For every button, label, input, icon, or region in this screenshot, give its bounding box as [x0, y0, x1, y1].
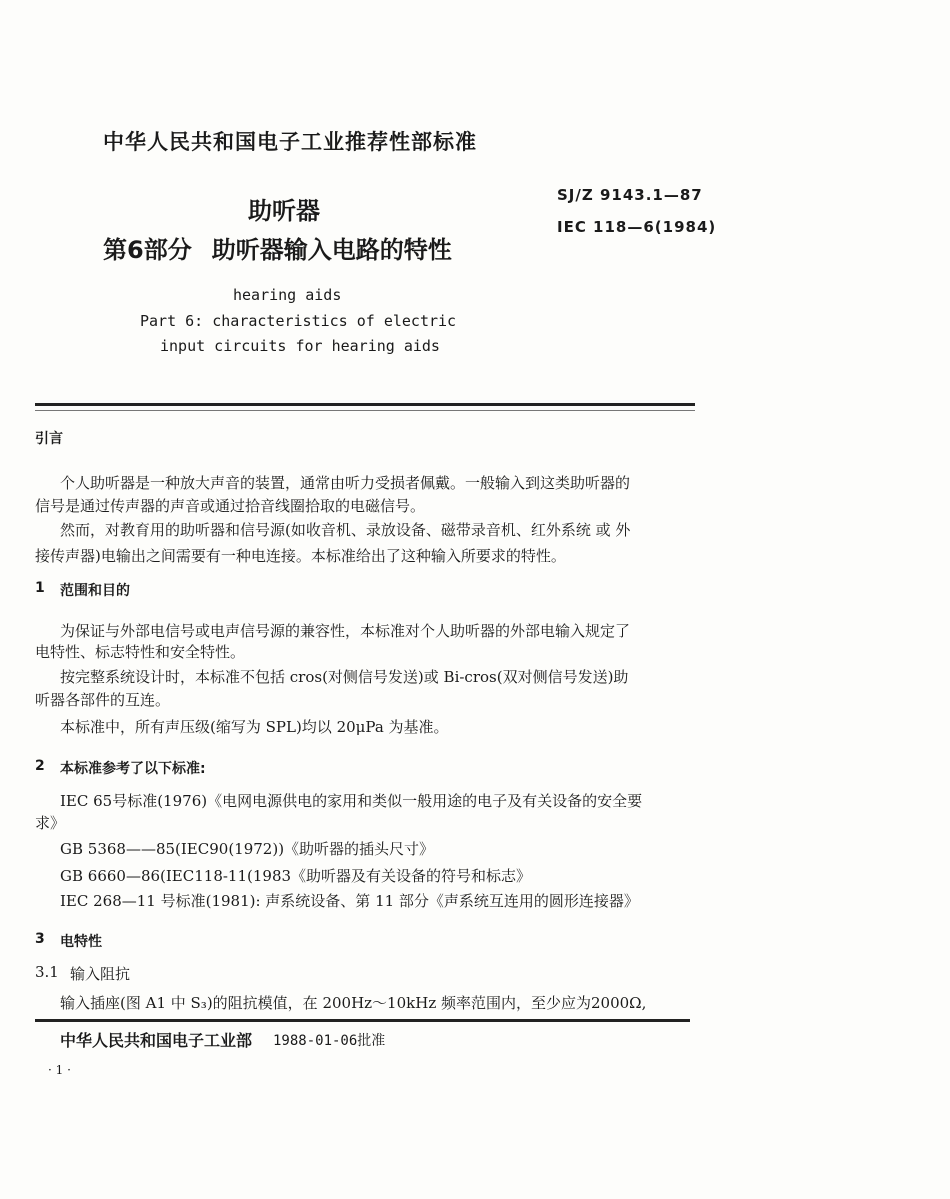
title-cn-line2: [103, 230, 452, 265]
sec1-p1-line1: 为保证与外部电信号或电声信号源的兼容性，本标准对个人助听器的外部电输入规定了: [60, 622, 631, 640]
sec2-ref2: GB 5368——85(IEC90(1972))《助听器的插头尺寸》: [60, 840, 435, 858]
sec1-p3: 本标准中，所有声压级(缩写为 SPL)均以 20μPa 为基准。: [60, 718, 449, 736]
sec3-heading: 电特性: [60, 934, 102, 950]
sec2-ref4: IEC 268—11 号标准(1981): 声系统设备、第 11 部分《声系统互连用的圆形连接器》: [60, 892, 639, 910]
intro-heading: 引言: [35, 431, 63, 447]
sec1-p2-line1: 按完整系统设计时，本标准不包括 cros(对侧信号发送)或 Bi-cros(双对侧信号发送)助: [60, 668, 629, 686]
title-en-line3: input circuits for hearing aids: [160, 337, 440, 355]
intro-p1-line2: 信号是通过传声器的声音或通过拾音线圈拾取的电磁信号。: [35, 497, 426, 515]
issuing-agency: 中华人民共和国电子工业推荐性部标准: [103, 130, 477, 154]
intro-p2-line1: 然而，对教育用的助听器和信号源(如收音机、录放设备、磁带录音机、红外系统 或 外: [60, 521, 631, 539]
title-en-line1: hearing aids: [233, 286, 342, 304]
bottom-rule: [35, 1019, 690, 1022]
iec-number: IEC 118—6(1984): [557, 218, 717, 236]
title-part-name: 助听器输入电路的特性: [211, 236, 452, 264]
title-part-label: 第6部分: [103, 236, 192, 264]
top-rule-thin: [35, 410, 695, 411]
sec3-1-number: 3.1: [35, 963, 59, 981]
standard-number: SJ/Z 9143.1—87: [557, 186, 703, 204]
sec2-heading: 本标准参考了以下标准:: [60, 761, 206, 777]
intro-p1-line1: 个人助听器是一种放大声音的装置，通常由听力受损者佩戴。一般输入到这类助听器的: [60, 474, 631, 492]
top-rule: [35, 403, 695, 406]
sec3-number: 3: [35, 931, 45, 947]
title-cn-line1: 助听器: [248, 197, 320, 225]
footer-agency: 中华人民共和国电子工业部: [60, 1031, 253, 1050]
approval-date: 1988-01-06批准: [273, 1033, 386, 1049]
sec1-heading: 范围和目的: [60, 583, 130, 599]
sec1-number: 1: [35, 580, 45, 596]
sec2-ref3: GB 6660—86(IEC118-11(1983《助听器及有关设备的符号和标志》: [60, 867, 532, 885]
title-en-line2: Part 6: characteristics of electric: [140, 312, 457, 330]
sec2-number: 2: [35, 758, 45, 774]
intro-p2-line2: 接传声器)电输出之间需要有一种电连接。本标准给出了这种输入所要求的特性。: [35, 547, 566, 565]
sec2-ref1-line1: IEC 65号标准(1976)《电网电源供电的家用和类似一般用途的电子及有关设备的安全要: [60, 792, 643, 810]
sec1-p1-line2: 电特性、标志特性和安全特性。: [35, 643, 246, 661]
sec1-p2-line2: 听器各部件的互连。: [35, 691, 171, 709]
sec3-1-heading: 输入阻抗: [70, 965, 131, 983]
page-number: · 1 ·: [48, 1063, 71, 1077]
sec3-1-p1: 输入插座(图 A1 中 S₃)的阻抗模值，在 200Hz～10kHz 频率范围内，至少应为2000Ω,: [60, 994, 647, 1012]
sec2-ref1-line2: 求》: [35, 814, 66, 832]
